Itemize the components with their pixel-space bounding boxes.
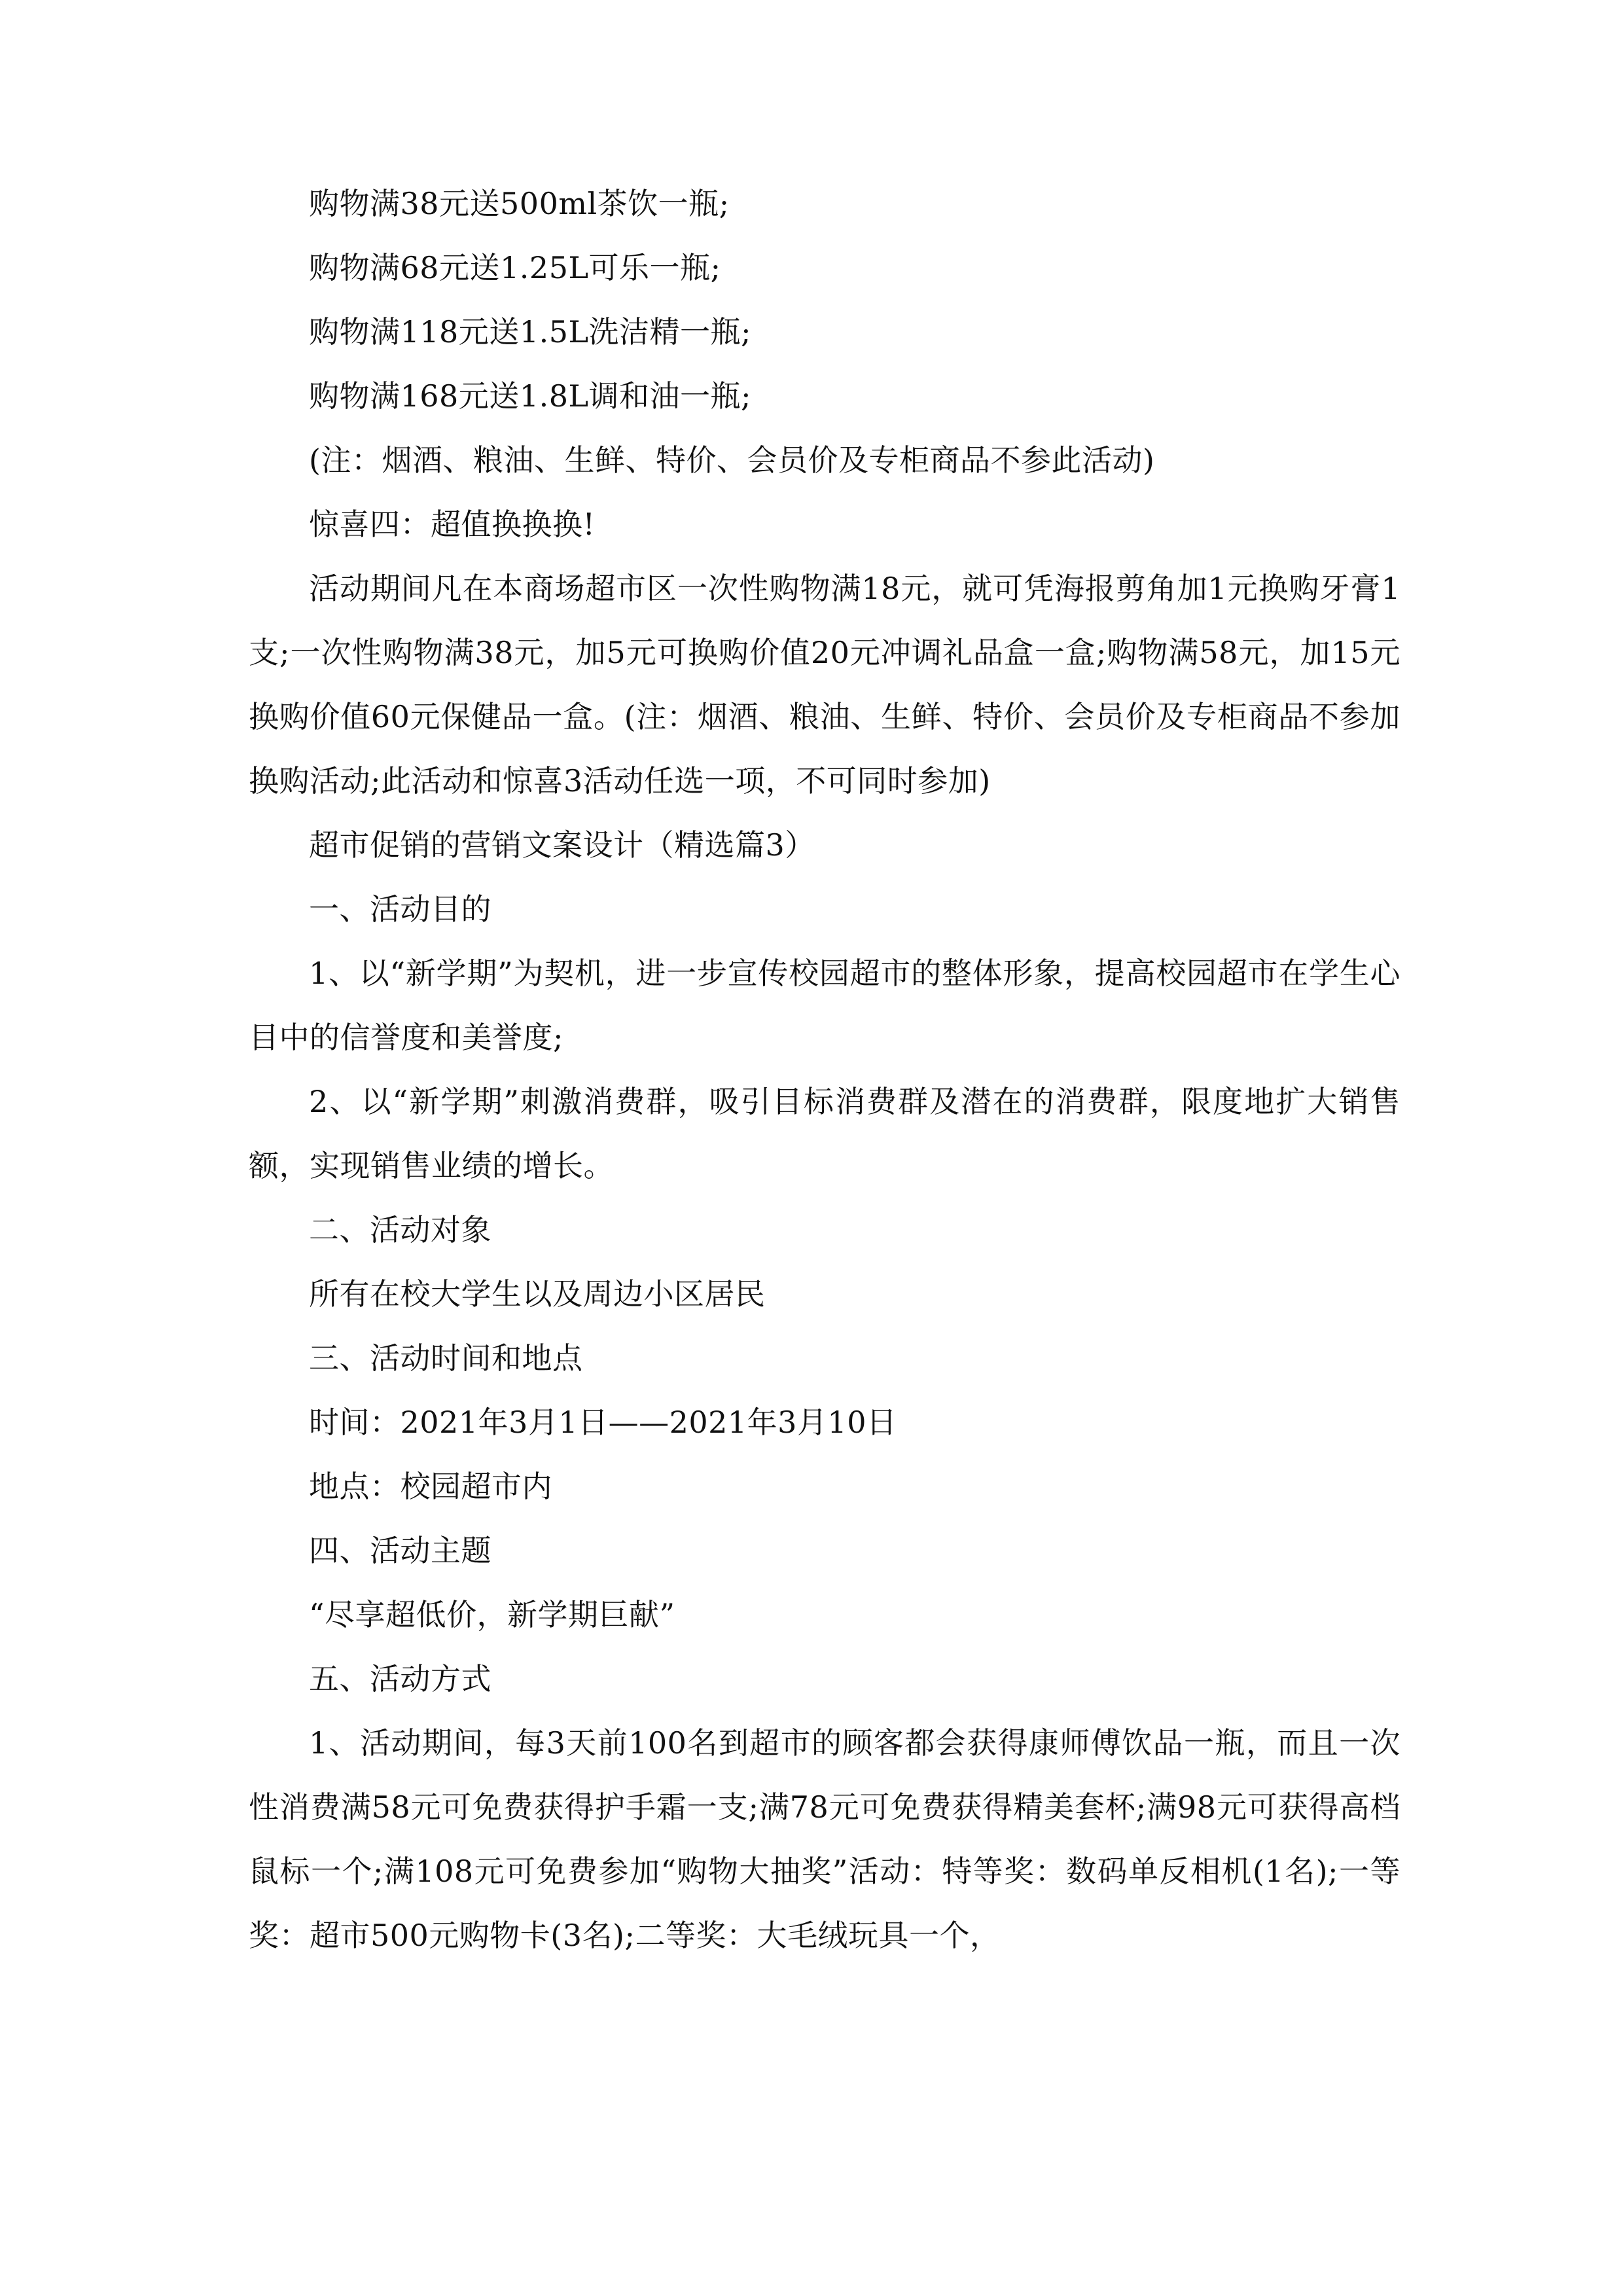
heading-activity-theme: 四、活动主题 — [309, 1533, 491, 1568]
paragraph-method-1: 1、活动期间，每3天前100名到超市的顾客都会获得康师傅饮品一瓶，而且一次性消费满58元可免费获得护手霜一支;满78元可免费获得精美套杯;满98元可获得高档鼠标一个;满108元可免费参加“购物大抽奖”活动：特等奖：数码单反相机(1名);一等奖：超市500元购物卡(3名);二等奖：大毛绒玩具一个， — [249, 1725, 1400, 1953]
paragraph-gift-38: 购物满38元送500ml茶饮一瓶; — [309, 186, 730, 221]
document-body — [249, 171, 1400, 1967]
heading-activity-purpose: 一、活动目的 — [309, 891, 491, 927]
paragraph-gift-68: 购物满68元送1.25L可乐一瓶; — [309, 250, 721, 285]
paragraph-time: 时间：2021年3月1日——2021年3月10日 — [309, 1405, 897, 1440]
paragraph-note-excluded: (注：烟酒、粮油、生鲜、特价、会员价及专柜商品不参此活动) — [309, 442, 1155, 478]
paragraph-exchange-details: 活动期间凡在本商场超市区一次性购物满18元，就可凭海报剪角加1元换购牙膏1支;一次性购物满38元，加5元可换购价值20元冲调礼品盒一盒;购物满58元，加15元换购价值60元保健品一盒。(注：烟酒、粮油、生鲜、特价、会员价及专柜商品不参加换购活动;此活动和惊喜3活动任选一项，不可同时参加) — [249, 571, 1400, 798]
paragraph-gift-168: 购物满168元送1.8L调和油一瓶; — [309, 378, 751, 414]
paragraph-surprise-four-heading: 惊喜四：超值换换换! — [309, 507, 596, 542]
heading-activity-target: 二、活动对象 — [309, 1212, 491, 1247]
paragraph-purpose-1: 1、以“新学期”为契机，进一步宣传校园超市的整体形象，提高校园超市在学生心目中的信誉度和美誉度; — [249, 956, 1400, 1055]
paragraph-target: 所有在校大学生以及周边小区居民 — [309, 1276, 766, 1312]
heading-activity-method: 五、活动方式 — [309, 1661, 491, 1696]
paragraph-purpose-2: 2、以“新学期”刺激消费群，吸引目标消费群及潜在的消费群，限度地扩大销售额，实现销售业绩的增长。 — [249, 1084, 1400, 1183]
paragraph-theme: “尽享超低价，新学期巨献” — [309, 1597, 675, 1632]
heading-time-place: 三、活动时间和地点 — [309, 1340, 583, 1376]
paragraph-place: 地点：校园超市内 — [309, 1469, 552, 1504]
section-title-selected-3: 超市促销的营销文案设计（精选篇3） — [309, 827, 815, 863]
paragraph-gift-118: 购物满118元送1.5L洗洁精一瓶; — [309, 314, 751, 350]
